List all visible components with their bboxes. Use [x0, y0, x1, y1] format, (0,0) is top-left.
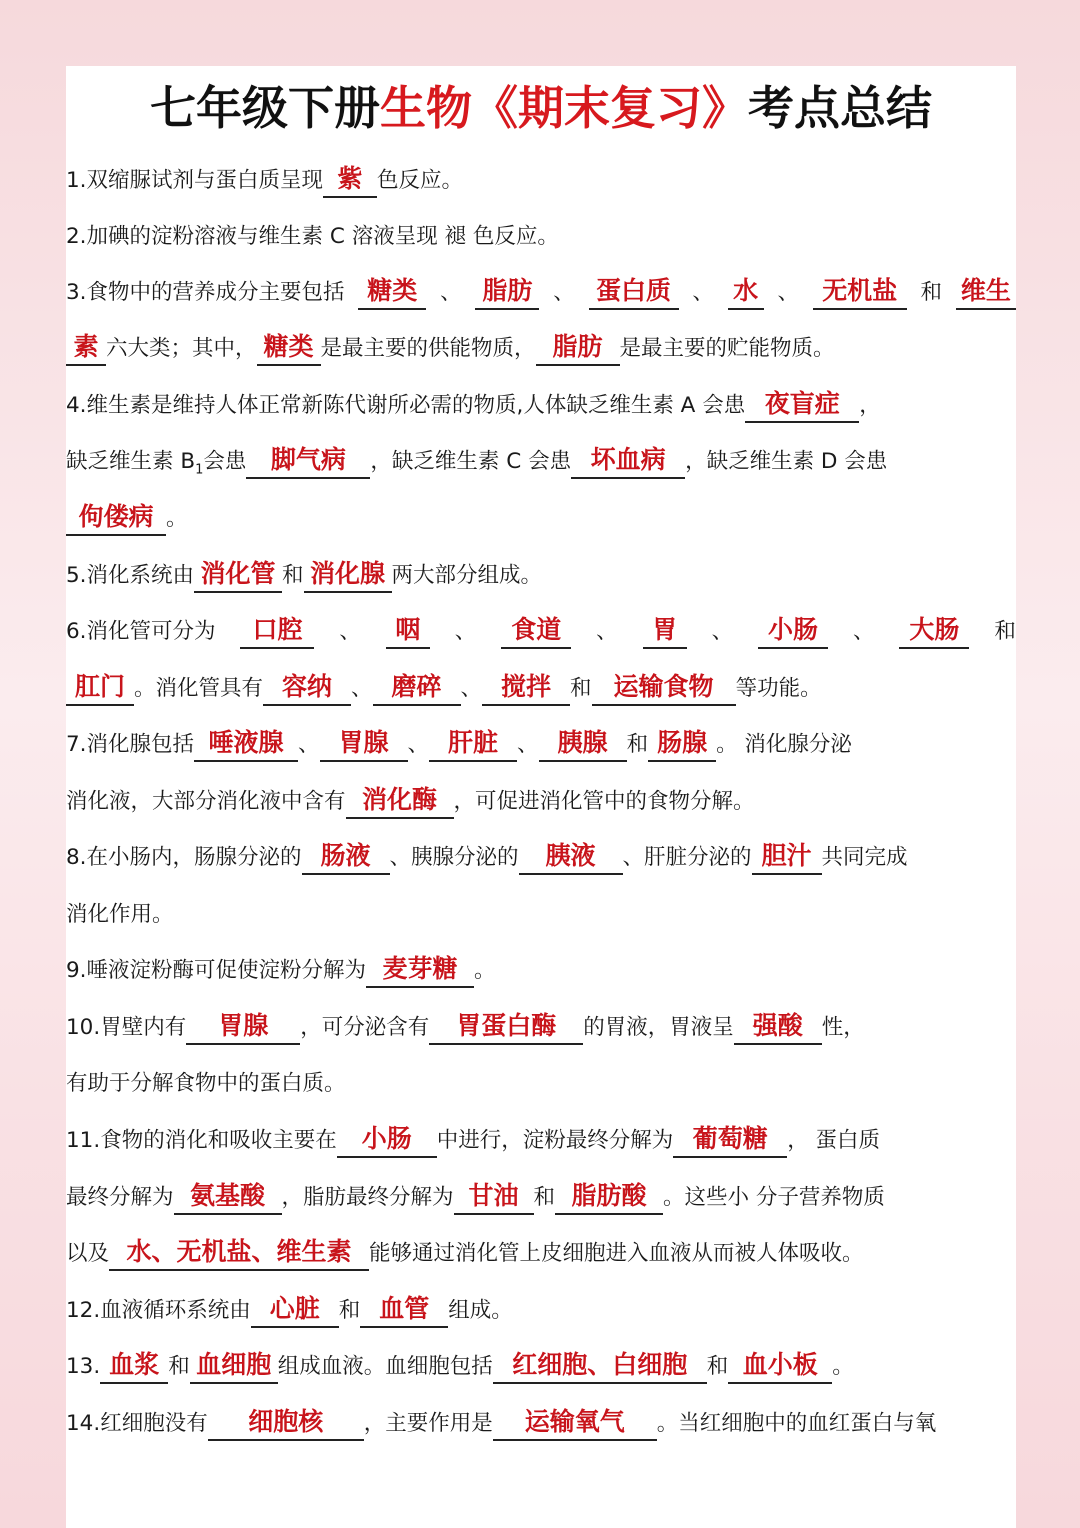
separator: 、 [692, 280, 714, 305]
answer-blank: 食道 [501, 613, 571, 649]
title-part-2: 生物《期末复习》 [380, 81, 748, 135]
separator: 和 [994, 619, 1016, 644]
item-8-continued [66, 895, 1016, 935]
title-part-1: 七年级下册 [150, 81, 380, 135]
answer-blank: 脂肪 [475, 274, 539, 310]
answer-blank: 夜盲症 [745, 387, 859, 423]
item-6-continued [66, 669, 1016, 709]
item-7 [66, 725, 1016, 765]
item-text: 7.消化腺包括 [66, 732, 195, 757]
separator: 、 [852, 619, 875, 644]
item-5 [66, 556, 1016, 596]
answer-blank: 维生 [956, 274, 1016, 310]
answer-blank: 强酸 [734, 1009, 822, 1045]
separator: 、 [460, 676, 483, 701]
item-text: 1.双缩脲试剂与蛋白质呈现 [66, 168, 324, 193]
item-1 [66, 161, 1016, 201]
item-6 [66, 612, 1016, 652]
item-text: 消化作用。 [66, 902, 174, 927]
item-text: 最终分解为 [66, 1185, 174, 1210]
item-text: 等功能。 [735, 676, 822, 701]
item-text: 9.唾液淀粉酶可促使淀粉分解为 [66, 958, 367, 983]
separator: 、 [339, 619, 361, 644]
item-text: 能够通过消化管上皮细胞进入血液从而被人体吸收。 [369, 1241, 864, 1266]
answer-blank: 唾液腺 [194, 726, 298, 762]
page-title [66, 76, 1016, 140]
item-text: 。当红细胞中的血红蛋白与氧 [656, 1411, 937, 1436]
item-text: 组成。 [448, 1298, 513, 1323]
item-text: 以及 [66, 1241, 110, 1266]
separator: 、 [454, 619, 477, 644]
answer-blank: 心脏 [251, 1292, 339, 1328]
answer-blank: 脂肪 [536, 330, 620, 366]
answer-blank: 糖类 [257, 330, 321, 366]
item-text: 。 消化腺分泌 [716, 732, 852, 757]
answer-blank: 血管 [360, 1292, 448, 1328]
item-text: 。 [832, 1354, 854, 1379]
item-text: 8.在小肠内，肠腺分泌的 [66, 845, 302, 870]
item-text: 3.食物中的营养成分主要包括 [66, 280, 345, 305]
answer-blank: 麦芽糖 [366, 952, 474, 988]
answer-blank: 脚气病 [246, 443, 370, 479]
answer-blank: 水、无机盐、维生素 [109, 1235, 369, 1271]
separator: 和 [920, 280, 943, 305]
item-9 [66, 951, 1016, 991]
answer-blank: 蛋白质 [589, 274, 679, 310]
item-2 [66, 217, 1016, 257]
item-text: ，缺乏维生素 C 会患 [370, 449, 572, 474]
item-text: 、胰腺分泌的 [389, 845, 519, 870]
answer-blank: 消化管 [194, 557, 282, 593]
item-text: 有助于分解食物中的蛋白质。 [66, 1071, 346, 1096]
item-text: 和 [533, 1185, 556, 1210]
item-text: 性， [821, 1015, 865, 1040]
item-8 [66, 838, 1016, 878]
answer-blank: 运输食物 [592, 670, 736, 706]
answer-blank: 血细胞 [190, 1348, 278, 1384]
item-10-continued [66, 1064, 1016, 1104]
separator: 、 [711, 619, 734, 644]
separator: 、 [407, 732, 430, 757]
item-text: 6.消化管可分为 [66, 619, 216, 644]
item-text: 14.红细胞没有 [66, 1411, 208, 1436]
item-text: 12.血液循环系统由 [66, 1298, 251, 1323]
separator: 、 [440, 280, 462, 305]
answer-blank: 容纳 [263, 670, 351, 706]
answer-blank: 甘油 [454, 1179, 534, 1215]
separator: 、 [298, 732, 320, 757]
item-text: 和 [338, 1298, 361, 1323]
item-text: 和 [168, 1354, 190, 1379]
item-text: ， 蛋白质 [787, 1128, 881, 1153]
item-text: ，脂肪最终分解为 [281, 1185, 454, 1210]
item-text: 色反应。 [377, 168, 464, 193]
answer-blank: 佝偻病 [66, 500, 166, 536]
item-text: ，主要作用是 [363, 1411, 493, 1436]
item-4-continued [66, 442, 1016, 482]
answer-blank: 胰液 [519, 839, 623, 875]
item-text: 中进行，淀粉最终分解为 [436, 1128, 674, 1153]
item-11-continued [66, 1178, 1016, 1218]
answer-blank: 胆汁 [752, 839, 822, 875]
item-text: 、肝脏分泌的 [622, 845, 752, 870]
answer-blank: 血浆 [100, 1348, 168, 1384]
item-text: 共同完成 [821, 845, 908, 870]
answer-blank: 素 [66, 330, 106, 366]
answer-blank: 无机盐 [813, 274, 907, 310]
item-text: 2.加碘的淀粉溶液与维生素 C 溶液呈现 褪 色反应。 [66, 224, 559, 249]
item-3-continued [66, 329, 1016, 369]
answer-blank: 消化腺 [304, 557, 392, 593]
item-text: 。 [474, 958, 496, 983]
answer-blank: 葡萄糖 [673, 1122, 787, 1158]
item-text: ，可促进消化管中的食物分解。 [453, 789, 755, 814]
item-14 [66, 1404, 1016, 1444]
document-page [66, 66, 1016, 1528]
item-text: 是最主要的供能物质， [320, 336, 536, 361]
separator: 、 [517, 732, 539, 757]
item-text: 4.维生素是维持人体正常新陈代谢所必需的物质,人体缺乏维生素 A 会患 [66, 393, 746, 418]
item-text: 。 [166, 506, 188, 531]
item-4-continued-2 [66, 499, 1016, 539]
answer-blank: 氨基酸 [174, 1179, 282, 1215]
answer-blank: 红细胞、白细胞 [493, 1348, 707, 1384]
separator: 、 [596, 619, 618, 644]
item-10 [66, 1008, 1016, 1048]
item-text: 缺乏维生素 B [66, 449, 196, 474]
answer-blank: 胃腺 [186, 1009, 300, 1045]
item-11 [66, 1121, 1016, 1161]
item-text: 和 [706, 1354, 729, 1379]
answer-blank: 紫 [323, 162, 377, 198]
item-text: ，可分泌含有 [300, 1015, 430, 1040]
separator: 、 [777, 280, 799, 305]
item-text: 和 [570, 676, 592, 701]
answer-blank: 胃 [643, 613, 687, 649]
separator: 、 [351, 676, 373, 701]
answer-blank: 口腔 [240, 613, 314, 649]
separator: 、 [553, 280, 575, 305]
answer-blank: 糖类 [358, 274, 426, 310]
answer-blank: 肝脏 [429, 726, 517, 762]
item-text: 消化液，大部分消化液中含有 [66, 789, 346, 814]
item-text: 和 [282, 563, 304, 588]
item-text: 13. [66, 1354, 101, 1379]
item-7-continued [66, 782, 1016, 822]
answer-blank: 胰腺 [539, 726, 627, 762]
item-text: 5.消化系统由 [66, 563, 195, 588]
item-4 [66, 386, 1016, 426]
answer-blank: 运输氧气 [493, 1405, 657, 1441]
answer-blank: 咽 [386, 613, 430, 649]
answer-blank: 细胞核 [208, 1405, 364, 1441]
answer-blank: 水 [728, 274, 764, 310]
item-text: 组成血液。血细胞包括 [277, 1354, 493, 1379]
item-12 [66, 1291, 1016, 1331]
answer-blank: 肛门 [66, 670, 134, 706]
answer-blank: 坏血病 [571, 443, 685, 479]
item-text: 是最主要的贮能物质。 [619, 336, 835, 361]
answer-blank: 肠液 [302, 839, 390, 875]
item-text: 11.食物的消化和吸收主要在 [66, 1128, 337, 1153]
answer-blank: 胃腺 [320, 726, 408, 762]
answer-blank: 小肠 [337, 1122, 437, 1158]
item-13 [66, 1347, 1016, 1387]
subscript: 1 [195, 462, 204, 478]
answer-blank: 胃蛋白酶 [429, 1009, 583, 1045]
item-text: ，缺乏维生素 D 会患 [685, 449, 888, 474]
answer-blank: 搅拌 [482, 670, 570, 706]
item-text: 两大部分组成。 [391, 563, 543, 588]
item-text: 。消化管具有 [134, 676, 264, 701]
title-part-3: 考点总结 [748, 81, 932, 135]
item-text: 的胃液，胃液呈 [583, 1015, 734, 1040]
answer-blank: 磨碎 [373, 670, 461, 706]
item-text: 会患 [203, 449, 247, 474]
answer-blank: 脂肪酸 [555, 1179, 663, 1215]
answer-blank: 小肠 [758, 613, 828, 649]
answer-blank: 大肠 [899, 613, 969, 649]
item-text: ， [859, 393, 881, 418]
item-text: 。这些小 分子营养物质 [663, 1185, 885, 1210]
item-11-continued-2 [66, 1234, 1016, 1274]
item-text: 六大类；其中， [106, 336, 257, 361]
item-text: 10.胃壁内有 [66, 1015, 187, 1040]
answer-blank: 消化酶 [346, 783, 454, 819]
item-3 [66, 273, 1016, 313]
answer-blank: 肠腺 [648, 726, 716, 762]
answer-blank: 血小板 [728, 1348, 832, 1384]
item-text: 和 [626, 732, 649, 757]
